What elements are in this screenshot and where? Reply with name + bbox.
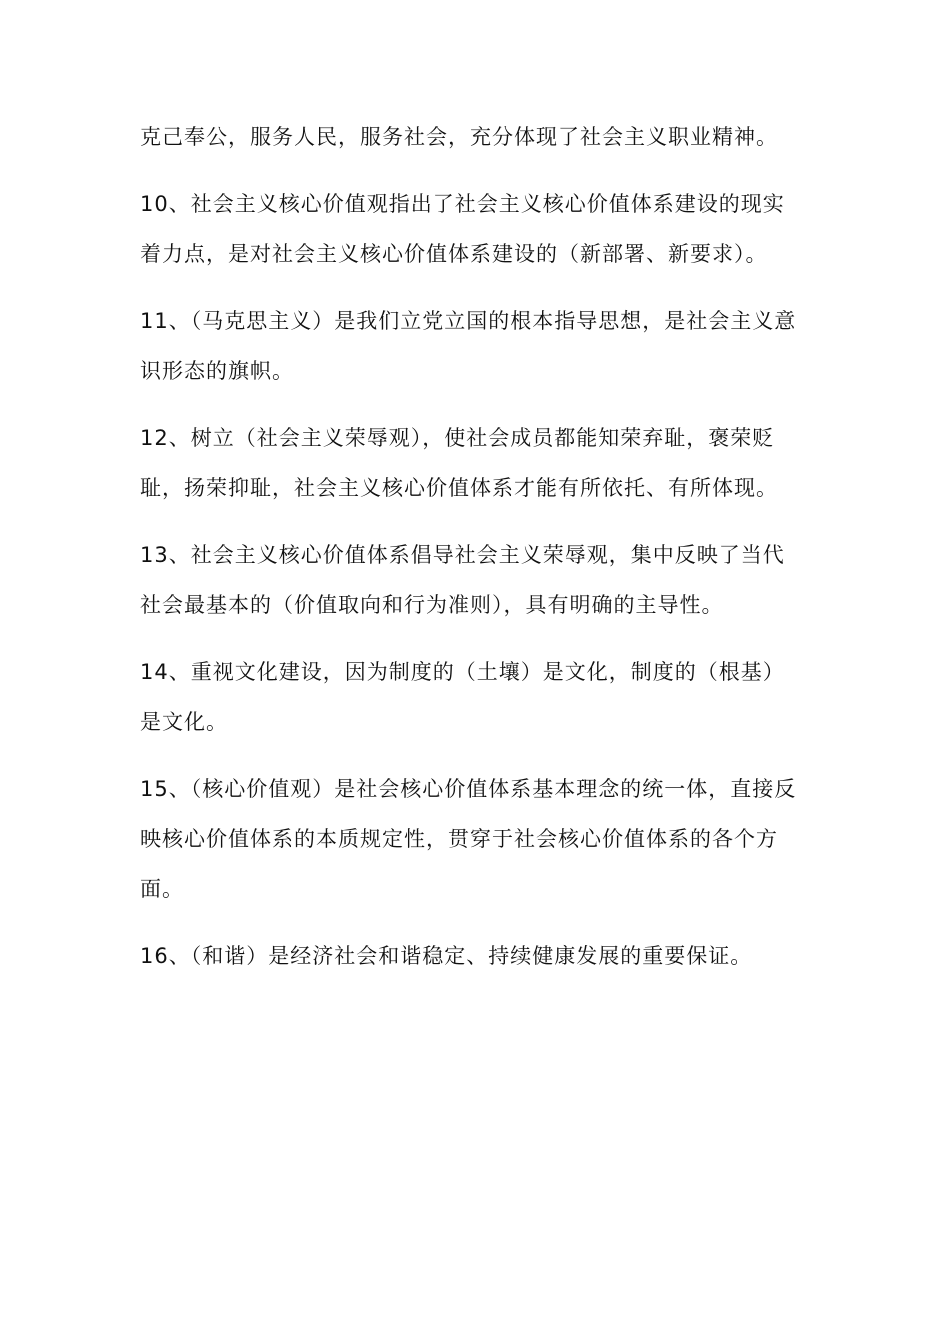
paragraph-item-12: 12、树立（社会主义荣辱观），使社会成员都能知荣弃耻，褒荣贬耻，扬荣抑耻，社会主义核心价值体系才能有所依托、有所体现。 (140, 426, 778, 500)
paragraph-item-16: 16、（和谐）是经济社会和谐稳定、持续健康发展的重要保证。 (140, 944, 753, 968)
paragraph-item-14: 14、重视文化建设，因为制度的（土壤）是文化，制度的（根基）是文化。 (140, 660, 785, 734)
paragraph-item-10: 10、社会主义核心价值观指出了社会主义核心价值体系建设的现实着力点，是对社会主义核心价值体系建设的（新部署、新要求）。 (140, 192, 785, 266)
paragraph-item-11: 11、（马克思主义）是我们立党立国的根本指导思想，是社会主义意识形态的旗帜。 (140, 309, 797, 383)
document-body (140, 112, 800, 998)
paragraph-continuation: 克己奉公，服务人民，服务社会，充分体现了社会主义职业精神。 (140, 125, 778, 149)
paragraph-item-15: 15、（核心价值观）是社会核心价值体系基本理念的统一体，直接反映核心价值体系的本质规定性，贯穿于社会核心价值体系的各个方面。 (140, 777, 797, 901)
paragraph-item-13: 13、社会主义核心价值体系倡导社会主义荣辱观，集中反映了当代社会最基本的（价值取向和行为准则），具有明确的主导性。 (140, 543, 785, 617)
